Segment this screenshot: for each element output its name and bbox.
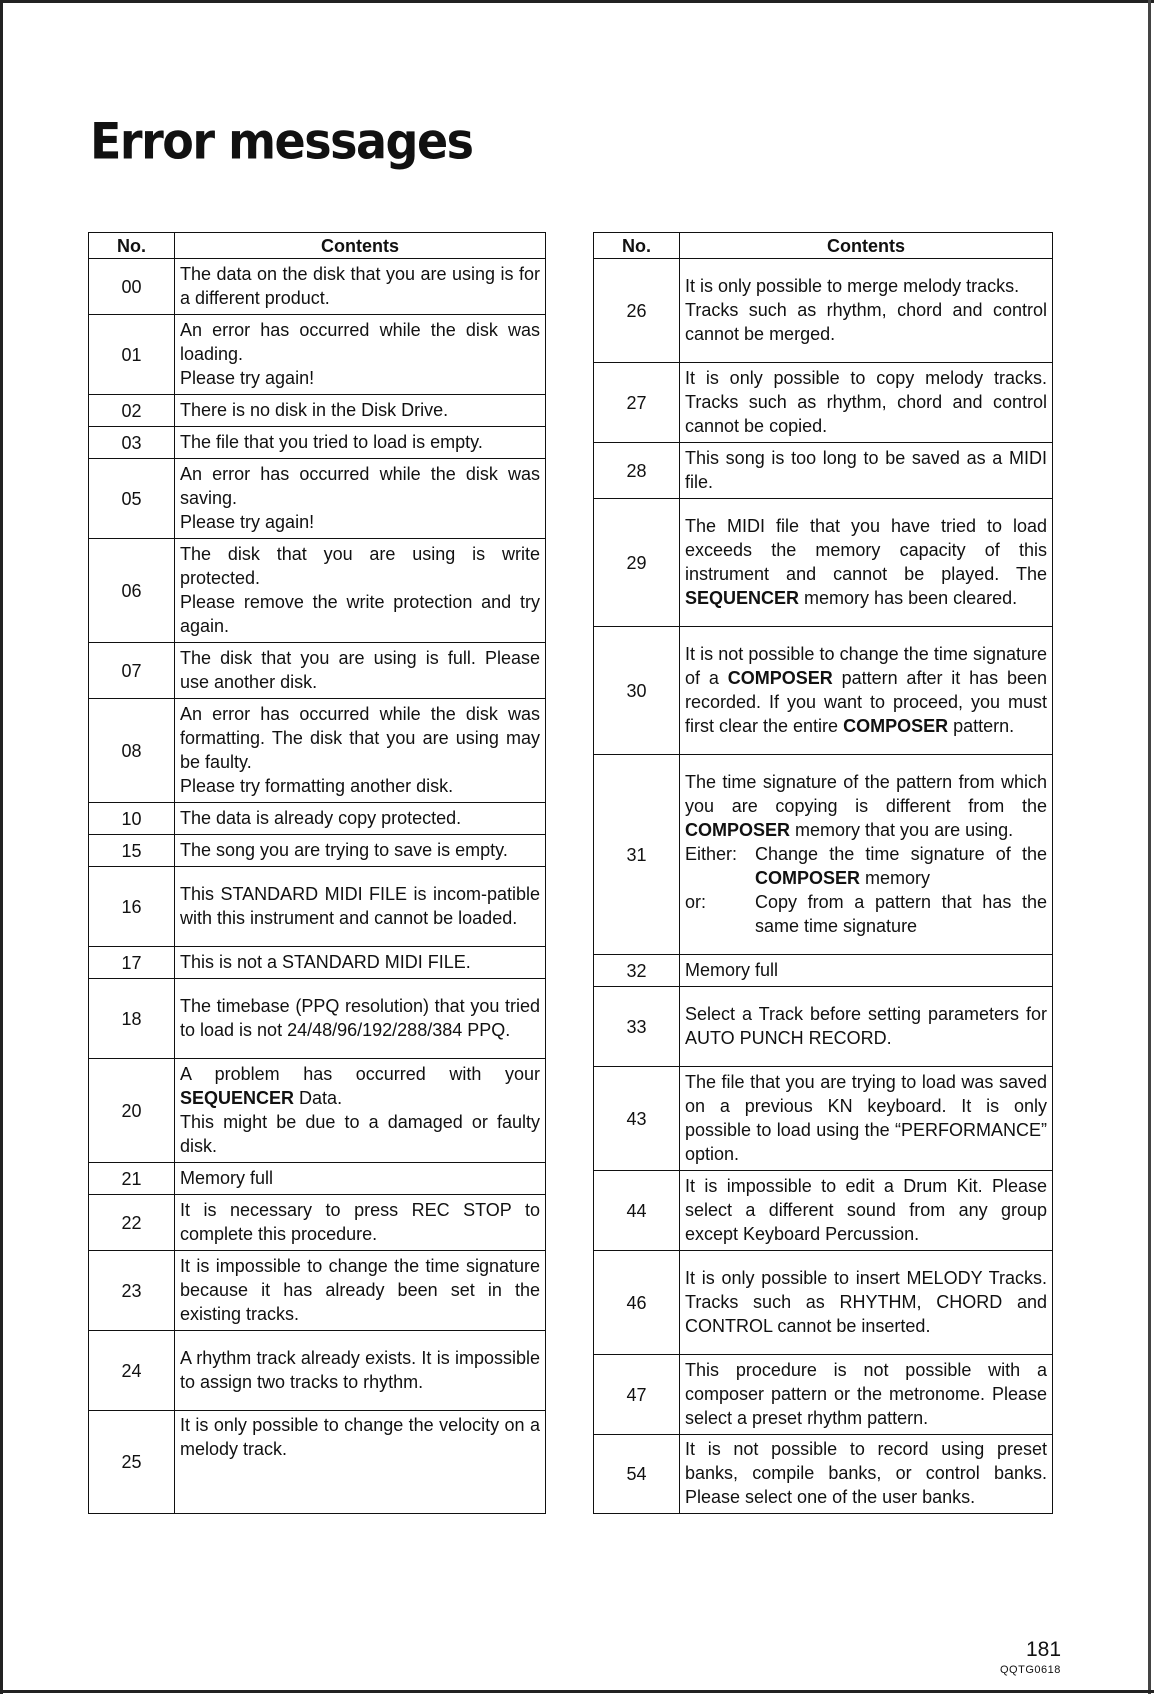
option-or (685, 890, 1047, 938)
table-row (89, 643, 546, 699)
page-number: 181 (1026, 1638, 1062, 1661)
table-row (594, 955, 1053, 987)
message-text: pattern after it has been recorded. If you want to proceed, you must first clear the entire (685, 667, 1047, 736)
table-row (89, 315, 546, 395)
error-message: Select a Track before setting parameters for AUTO PUNCH RECORD. (680, 987, 1053, 1067)
error-code: 29 (594, 499, 680, 627)
table-row (89, 867, 546, 947)
table-row (89, 539, 546, 643)
error-code: 02 (89, 395, 175, 427)
message-line: An error has occurred while the disk was formatting. The disk that you are using may be faulty. (180, 703, 540, 772)
error-message: This STANDARD MIDI FILE is incom-patible with this instrument and cannot be loaded. (175, 867, 546, 947)
message-text: It is not possible to change the time signature of a (685, 643, 1047, 688)
error-code: 25 (89, 1411, 175, 1514)
error-message (680, 627, 1053, 755)
message-line: Please try again! (180, 511, 315, 532)
table-row (594, 1067, 1053, 1171)
error-message: The song you are trying to save is empty. (175, 835, 546, 867)
error-message (175, 699, 546, 803)
column-header-contents: Contents (175, 233, 546, 259)
error-message (680, 755, 1053, 955)
message-line: It is only possible to merge melody tracks. (685, 275, 1020, 296)
message-line: Please remove the write protection and try again. (180, 591, 540, 636)
table-row (594, 499, 1053, 627)
error-code: 01 (89, 315, 175, 395)
error-code: 03 (89, 427, 175, 459)
table-row (594, 1435, 1053, 1514)
error-code: 15 (89, 835, 175, 867)
error-message: The data is already copy protected. (175, 803, 546, 835)
error-code: 06 (89, 539, 175, 643)
table-row (89, 979, 546, 1059)
message-line: An error has occurred while the disk was saving. (180, 463, 540, 508)
message-line: Tracks such as rhythm, chord and control cannot be merged. (685, 299, 1047, 344)
error-code: 21 (89, 1163, 175, 1195)
error-code: 23 (89, 1251, 175, 1331)
error-code: 08 (89, 699, 175, 803)
document-code: QQTG0618 (1000, 1664, 1061, 1676)
error-code: 22 (89, 1195, 175, 1251)
column-header-no: No. (594, 233, 680, 259)
error-message (175, 315, 546, 395)
error-message: The data on the disk that you are using is for a different product. (175, 259, 546, 315)
message-text: The time signature of the pattern from which you are copying is different from the (685, 771, 1047, 816)
error-code: 05 (89, 459, 175, 539)
error-table-left (88, 232, 546, 1514)
table-row (594, 1355, 1053, 1435)
option-text: memory (865, 867, 931, 888)
error-code: 00 (89, 259, 175, 315)
keyword-composer: COMPOSER (755, 867, 861, 888)
keyword-composer: COMPOSER (727, 667, 833, 688)
error-message (175, 459, 546, 539)
error-code: 20 (89, 1059, 175, 1163)
message-line: Please try formatting another disk. (180, 775, 454, 796)
keyword-sequencer: SEQUENCER (685, 587, 800, 608)
table-row (89, 259, 546, 315)
table-row (594, 1171, 1053, 1251)
error-code: 30 (594, 627, 680, 755)
error-message: Memory full (175, 1163, 546, 1195)
page-border-right (1148, 0, 1151, 1694)
table-row (89, 1059, 546, 1163)
page-title: Error messages (90, 112, 473, 171)
table-row (594, 627, 1053, 755)
error-code: 24 (89, 1331, 175, 1411)
error-message: It is impossible to edit a Drum Kit. Please select a different sound from any group except Keyboard Percussion. (680, 1171, 1053, 1251)
table-row (89, 1163, 546, 1195)
error-message: It is not possible to record using preset banks, compile banks, or control banks. Please select one of the user banks. (680, 1435, 1053, 1514)
error-code: 16 (89, 867, 175, 947)
message-text: pattern. (953, 715, 1015, 736)
message-text: Data. (299, 1087, 343, 1108)
column-header-no: No. (89, 233, 175, 259)
table-header-row (89, 233, 546, 259)
option-text: Copy from a pattern that has the same time signature (755, 891, 1047, 936)
table-row (594, 363, 1053, 443)
error-code: 28 (594, 443, 680, 499)
error-code: 17 (89, 947, 175, 979)
error-code: 26 (594, 259, 680, 363)
page-border-left (0, 0, 3, 1694)
error-message: There is no disk in the Disk Drive. (175, 395, 546, 427)
error-code: 33 (594, 987, 680, 1067)
error-message (175, 1059, 546, 1163)
page-border-top (0, 0, 1154, 3)
table-row (89, 803, 546, 835)
error-message: It is only possible to insert MELODY Tracks. Tracks such as RHYTHM, CHORD and CONTROL cannot be inserted. (680, 1251, 1053, 1355)
error-message: It is only possible to change the velocity on a melody track. (175, 1411, 546, 1514)
error-message (175, 539, 546, 643)
table-row (89, 1251, 546, 1331)
option-text: Change the time signature of the (755, 843, 1047, 864)
table-row (89, 459, 546, 539)
keyword-composer: COMPOSER (843, 715, 949, 736)
error-table-right (593, 232, 1053, 1514)
table-row (89, 1331, 546, 1411)
table-row (89, 427, 546, 459)
error-code: 31 (594, 755, 680, 955)
message-text: memory has been cleared. (804, 587, 1018, 608)
error-message: This song is too long to be saved as a MIDI file. (680, 443, 1053, 499)
error-message: This procedure is not possible with a composer pattern or the metronome. Please select a preset rhythm pattern. (680, 1355, 1053, 1435)
table-row (89, 947, 546, 979)
keyword-sequencer: SEQUENCER (180, 1087, 295, 1108)
message-text: A problem has occurred with your (180, 1063, 540, 1084)
error-message: A rhythm track already exists. It is impossible to assign two tracks to rhythm. (175, 1331, 546, 1411)
message-line: Please try again! (180, 367, 315, 388)
table-header-row (594, 233, 1053, 259)
table-row (594, 1251, 1053, 1355)
error-code: 44 (594, 1171, 680, 1251)
table-row (89, 1411, 546, 1514)
error-code: 10 (89, 803, 175, 835)
error-message: It is impossible to change the time signature because it has already been set in the existing tracks. (175, 1251, 546, 1331)
error-message (680, 259, 1053, 363)
table-row (89, 395, 546, 427)
error-code: 54 (594, 1435, 680, 1514)
error-message: The file that you are trying to load was saved on a previous KN keyboard. It is only possible to load using the “PERFORMANCE” option. (680, 1067, 1053, 1171)
error-code: 32 (594, 955, 680, 987)
message-line: An error has occurred while the disk was loading. (180, 319, 540, 364)
column-header-contents: Contents (680, 233, 1053, 259)
table-row (594, 259, 1053, 363)
message-text: The MIDI file that you have tried to load exceeds the memory capacity of this instrument and cannot be played. The (685, 515, 1047, 584)
error-code: 46 (594, 1251, 680, 1355)
table-row (89, 699, 546, 803)
error-message: This is not a STANDARD MIDI FILE. (175, 947, 546, 979)
table-row (594, 987, 1053, 1067)
table-row (594, 755, 1053, 955)
error-code: 07 (89, 643, 175, 699)
error-message: The timebase (PPQ resolution) that you tried to load is not 24/48/96/192/288/384 PPQ. (175, 979, 546, 1059)
table-row (89, 835, 546, 867)
option-either (685, 842, 1047, 890)
error-message: It is only possible to copy melody tracks. Tracks such as rhythm, chord and control cannot be copied. (680, 363, 1053, 443)
error-code: 43 (594, 1067, 680, 1171)
option-label: Either: (685, 843, 738, 864)
option-label: or: (685, 891, 707, 912)
table-row (594, 443, 1053, 499)
error-message: Memory full (680, 955, 1053, 987)
table-row (89, 1195, 546, 1251)
error-code: 47 (594, 1355, 680, 1435)
error-code: 18 (89, 979, 175, 1059)
keyword-composer: COMPOSER (685, 819, 791, 840)
error-message (680, 499, 1053, 627)
error-code: 27 (594, 363, 680, 443)
error-message: The file that you tried to load is empty. (175, 427, 546, 459)
error-message: The disk that you are using is full. Please use another disk. (175, 643, 546, 699)
page-border-bottom (0, 1690, 1154, 1693)
message-text: memory that you are using. (795, 819, 1014, 840)
message-line: The disk that you are using is write protected. (180, 543, 540, 588)
message-line: This might be due to a damaged or faulty disk. (180, 1111, 540, 1156)
error-message: It is necessary to press REC STOP to complete this procedure. (175, 1195, 546, 1251)
